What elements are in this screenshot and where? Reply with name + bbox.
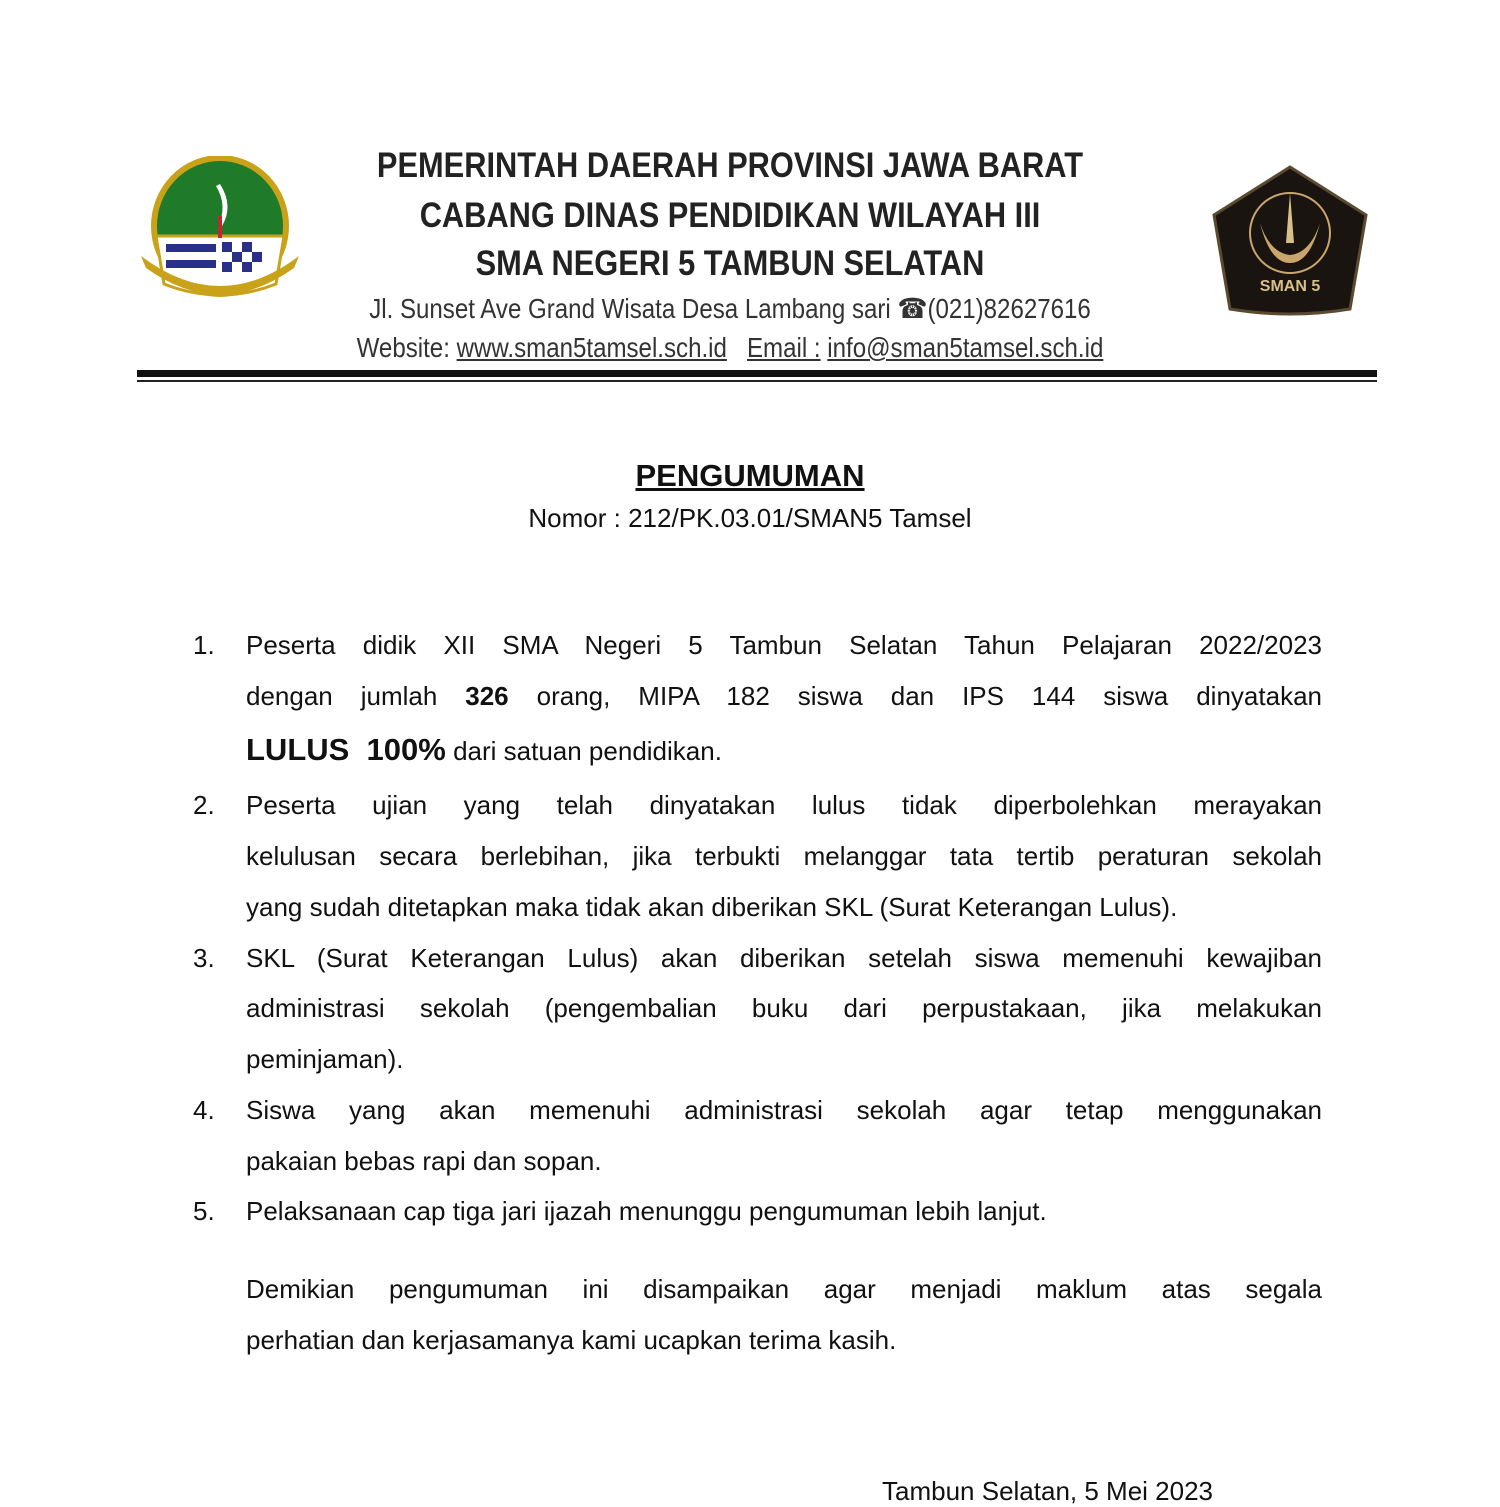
item-number: 2.: [193, 790, 215, 820]
school-logo-text: SMAN 5: [1259, 278, 1321, 295]
text: orang, MIPA 182 siswa dan IPS 144 siswa dinyatakan: [536, 681, 1322, 711]
item-1-line-2: [246, 681, 1322, 712]
item-3-line-3: peminjaman).: [246, 1044, 404, 1074]
letterhead-line-2: CABANG DINAS PENDIDIKAN WILAYAH III: [419, 196, 1041, 235]
west-java-province-logo: [136, 156, 304, 308]
letterhead-line-3: SMA NEGERI 5 TAMBUN SELATAN: [475, 244, 985, 283]
place-date: Tambun Selatan, 5 Mei 2023: [882, 1476, 1213, 1506]
pass-rate: LULUS 100%: [246, 732, 446, 767]
email-link[interactable]: info@sman5tamsel.sch.id: [827, 332, 1104, 363]
item-3-line-2: administrasi sekolah (pengembalian buku dari perpustakaan, jika melakukan: [246, 993, 1322, 1023]
document-number: Nomor : 212/PK.03.01/SMAN5 Tamsel: [528, 503, 972, 533]
item-3-line-1: SKL (Surat Keterangan Lulus) akan diberikan setelah siswa memenuhi kewajiban: [246, 943, 1322, 973]
item-4-line-2: pakaian bebas rapi dan sopan.: [246, 1146, 602, 1176]
closing-line-1: Demikian pengumuman ini disampaikan agar menjadi maklum atas segala: [246, 1274, 1322, 1304]
letterhead-rule-thin: [137, 380, 1377, 382]
text: dengan jumlah: [246, 681, 438, 711]
item-number: 4.: [193, 1095, 215, 1125]
item-2-line-1: Peserta ujian yang telah dinyatakan lulus tidak diperbolehkan merayakan: [246, 790, 1322, 820]
item-number: 3.: [193, 943, 215, 973]
address-text: Jl. Sunset Ave Grand Wisata Desa Lambang sari: [369, 293, 891, 324]
email-label: Email :: [746, 332, 821, 363]
letterhead-rule-thick: [137, 370, 1377, 377]
closing-line-2: perhatian dan kerjasamanya kami ucapkan terima kasih.: [246, 1325, 897, 1355]
item-2-line-3: yang sudah ditetapkan maka tidak akan diberikan SKL (Surat Keterangan Lulus).: [246, 892, 1178, 922]
item-number: 5.: [193, 1196, 215, 1226]
item-2-line-2: kelulusan secara berlebihan, jika terbukti melanggar tata tertib peraturan sekolah: [246, 841, 1322, 871]
item-1-line-3: [246, 732, 1322, 768]
page-title: PENGUMUMAN: [635, 458, 865, 493]
text: dari satuan pendidikan.: [445, 736, 722, 766]
phone-number: (021)82627616: [927, 293, 1091, 324]
phone-icon: ☎: [897, 293, 928, 324]
website-link[interactable]: www.sman5tamsel.sch.id: [456, 332, 727, 363]
item-1-line-1: Peserta didik XII SMA Negeri 5 Tambun Selatan Tahun Pelajaran 2022/2023: [246, 630, 1322, 660]
item-4-line-1: Siswa yang akan memenuhi administrasi sekolah agar tetap menggunakan: [246, 1095, 1322, 1125]
letterhead-contact: [309, 332, 1152, 364]
website-label: Website:: [356, 332, 450, 363]
school-logo: [1210, 163, 1370, 318]
letterhead-address: [309, 292, 1152, 325]
letterhead-line-1: PEMERINTAH DAERAH PROVINSI JAWA BARAT: [376, 146, 1084, 185]
item-number: 1.: [193, 630, 215, 660]
student-count: 326: [465, 681, 509, 711]
item-5-line-1: Pelaksanaan cap tiga jari ijazah menunggu pengumuman lebih lanjut.: [246, 1196, 1047, 1226]
